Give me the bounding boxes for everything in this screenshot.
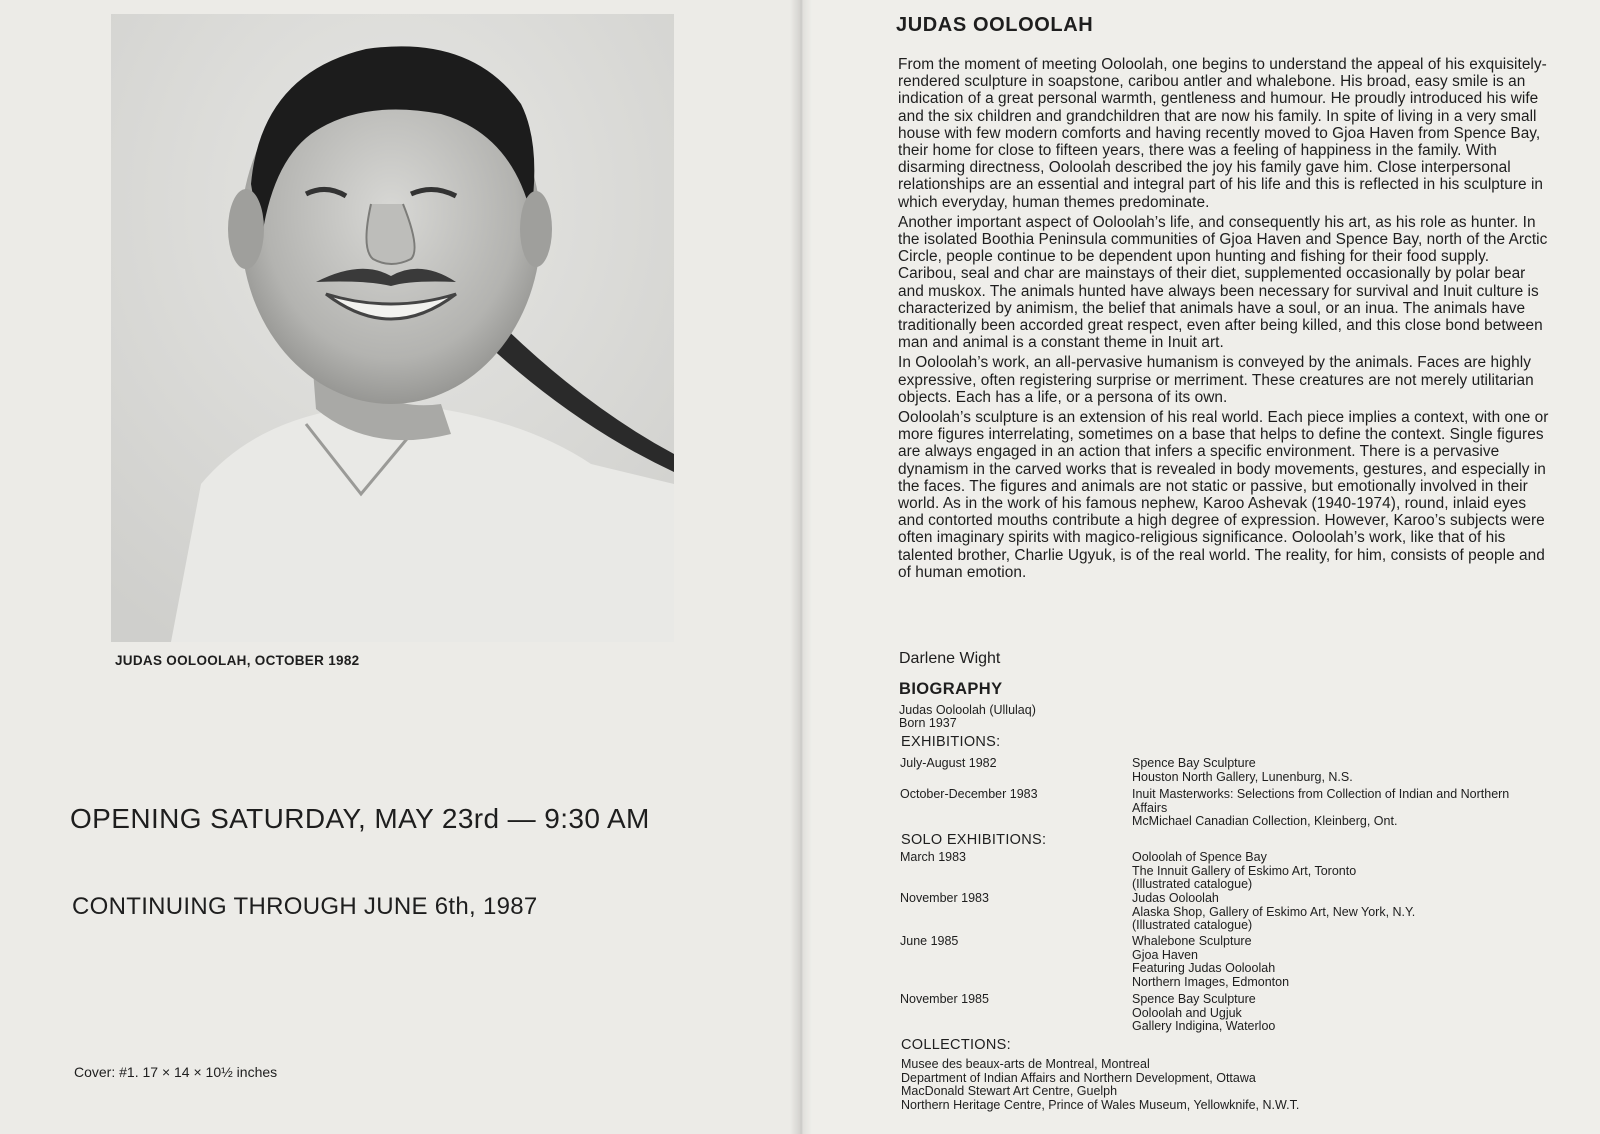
essay-title: JUDAS OOLOOLAH bbox=[896, 14, 1094, 36]
solo-exhibition-line: Spence Bay Sculpture bbox=[1132, 992, 1256, 1006]
closing-date: CONTINUING THROUGH JUNE 6th, 1987 bbox=[72, 893, 538, 920]
exhibition-date: July-August 1982 bbox=[900, 756, 997, 770]
artist-name: Judas Ooloolah (Ullulaq) bbox=[899, 703, 1036, 717]
collection-item: Northern Heritage Centre, Prince of Wales Museum, Yellowknife, N.W.T. bbox=[901, 1097, 1300, 1112]
exhibition-line: Inuit Masterworks: Selections from Collection of Indian and Northern bbox=[1132, 787, 1510, 801]
exhibition-line: Spence Bay Sculpture bbox=[1132, 756, 1256, 770]
exhibitions-heading: EXHIBITIONS: bbox=[901, 734, 1001, 750]
solo-exhibition-date: June 1985 bbox=[900, 934, 959, 948]
solo-exhibition-line: Gallery Indigina, Waterloo bbox=[1132, 1019, 1276, 1033]
collections-list bbox=[901, 1058, 1299, 1112]
biography-heading: BIOGRAPHY bbox=[899, 680, 1003, 698]
exhibition-line: McMichael Canadian Collection, Kleinberg, Ont. bbox=[1132, 814, 1398, 828]
solo-exhibition-date: November 1985 bbox=[900, 992, 989, 1006]
exhibition-date: October-December 1983 bbox=[900, 787, 1038, 801]
essay-paragraph: Ooloolah’s sculpture is an extension of his real world. Each piece implies a context, with one or more figures interrelating, sometimes on a base that helps to define the context. Single figures are always engaged in an action that infers a specific environment. There is a pervasive dynamism in the carved works that is revealed in body movements, gestures, and especially in the faces. The figures and animals are not static or passive, but emotionally involved in their world. As in the work of his famous nephew, Karoo Ashevak (1940-1974), round, inlaid eyes and contorted mouths contribute a high degree of expression. However, Karoo’s subjects were often imaginary spirits with magico-religious significance. Ooloolah’s work, like that of his talented brother, Charlie Ugyuk, is of the real world. The reality, for him, consists of people and of human emotion. bbox=[898, 409, 1549, 581]
solo-exhibition-detail bbox=[1132, 892, 1562, 933]
solo-exhibition-line: Alaska Shop, Gallery of Eskimo Art, New York, N.Y. bbox=[1132, 904, 1416, 919]
solo-exhibition-detail bbox=[1132, 851, 1562, 892]
exhibition-detail bbox=[1132, 788, 1562, 829]
solo-exhibition-line: (Illustrated catalogue) bbox=[1132, 918, 1253, 932]
collection-item: Department of Indian Affairs and Northern Development, Ottawa bbox=[901, 1070, 1256, 1085]
essay-author: Darlene Wight bbox=[899, 650, 1001, 667]
solo-exhibition-line: Gjoa Haven bbox=[1132, 947, 1199, 962]
essay-body bbox=[898, 56, 1550, 584]
solo-exhibition-detail bbox=[1132, 993, 1562, 1034]
opening-date: OPENING SATURDAY, MAY 23rd — 9:30 AM bbox=[70, 803, 650, 834]
exhibition-line: Affairs bbox=[1132, 800, 1168, 815]
collections-heading: COLLECTIONS: bbox=[901, 1037, 1011, 1053]
collection-item: MacDonald Stewart Art Centre, Guelph bbox=[901, 1084, 1118, 1099]
solo-exhibition-line: Ooloolah and Ugjuk bbox=[1132, 1005, 1242, 1020]
solo-exhibitions-heading: SOLO EXHIBITIONS: bbox=[901, 832, 1047, 848]
artist-born: Born 1937 bbox=[899, 716, 957, 730]
exhibition-detail bbox=[1132, 757, 1562, 784]
solo-exhibition-line: The Innuit Gallery of Eskimo Art, Toronto bbox=[1132, 863, 1357, 878]
portrait-photo-image bbox=[111, 14, 674, 642]
exhibition-line: Houston North Gallery, Lunenburg, N.S. bbox=[1132, 769, 1353, 784]
page-gutter bbox=[790, 0, 812, 1134]
cover-note: Cover: #1. 17 × 14 × 10½ inches bbox=[74, 1064, 278, 1080]
solo-exhibition-line: Northern Images, Edmonton bbox=[1132, 974, 1290, 989]
solo-exhibition-line: Ooloolah of Spence Bay bbox=[1132, 850, 1267, 864]
essay-paragraph: Another important aspect of Ooloolah’s life, and consequently his art, as his role as hunter. In the isolated Boothia Peninsula communities of Gjoa Haven and Spence Bay, north of the Arctic Circle, people continue to be dependent upon hunting and fishing for their food supply. Caribou, seal and char are mainstays of their diet, supplemented occasionally by polar bear and muskox. The animals hunted have always been necessary for survival and Inuit culture is characterized by animism, the belief that animals have a soul, or an inua. The animals have traditionally been accorded great respect, even after being killed, and this close bond between man and animal is a constant theme in Inuit art. bbox=[898, 213, 1548, 352]
collection-item: Musee des beaux-arts de Montreal, Montreal bbox=[901, 1057, 1150, 1071]
solo-exhibition-date: November 1983 bbox=[900, 891, 989, 905]
essay-paragraph: In Ooloolah’s work, an all-pervasive humanism is conveyed by the animals. Faces are highly expressive, often registering surprise or merriment. These creatures are not merely utilitarian objects. Each has a life, or a persona of its own. bbox=[898, 354, 1534, 406]
solo-exhibition-line: Featuring Judas Ooloolah bbox=[1132, 961, 1276, 975]
solo-exhibition-date: March 1983 bbox=[900, 850, 967, 864]
solo-exhibition-line: Whalebone Sculpture bbox=[1132, 934, 1252, 948]
solo-exhibition-line: Judas Ooloolah bbox=[1132, 891, 1219, 905]
portrait-photo bbox=[111, 14, 674, 642]
solo-exhibition-detail bbox=[1132, 935, 1562, 989]
solo-exhibition-line: (Illustrated catalogue) bbox=[1132, 877, 1253, 891]
photo-caption: JUDAS OOLOOLAH, OCTOBER 1982 bbox=[115, 653, 360, 668]
essay-paragraph: From the moment of meeting Ooloolah, one begins to understand the appeal of his exquisitely-rendered sculpture in soapstone, caribou antler and whalebone. His broad, easy smile is an indication of a great personal warmth, gentleness and humour. He proudly introduced his wife and the six children and grandchildren that are now his family. In spite of living in a very small house with few modern comforts and having recently moved to Gjoa Haven from Spence Bay, their home for close to fifteen years, there was a feeling of happiness in the family. With disarming directness, Ooloolah described the joy his family gave him. Close interpersonal relationships are an essential and integral part of his life and this is reflected in his sculpture in which everyday, human themes predominate. bbox=[898, 56, 1547, 211]
